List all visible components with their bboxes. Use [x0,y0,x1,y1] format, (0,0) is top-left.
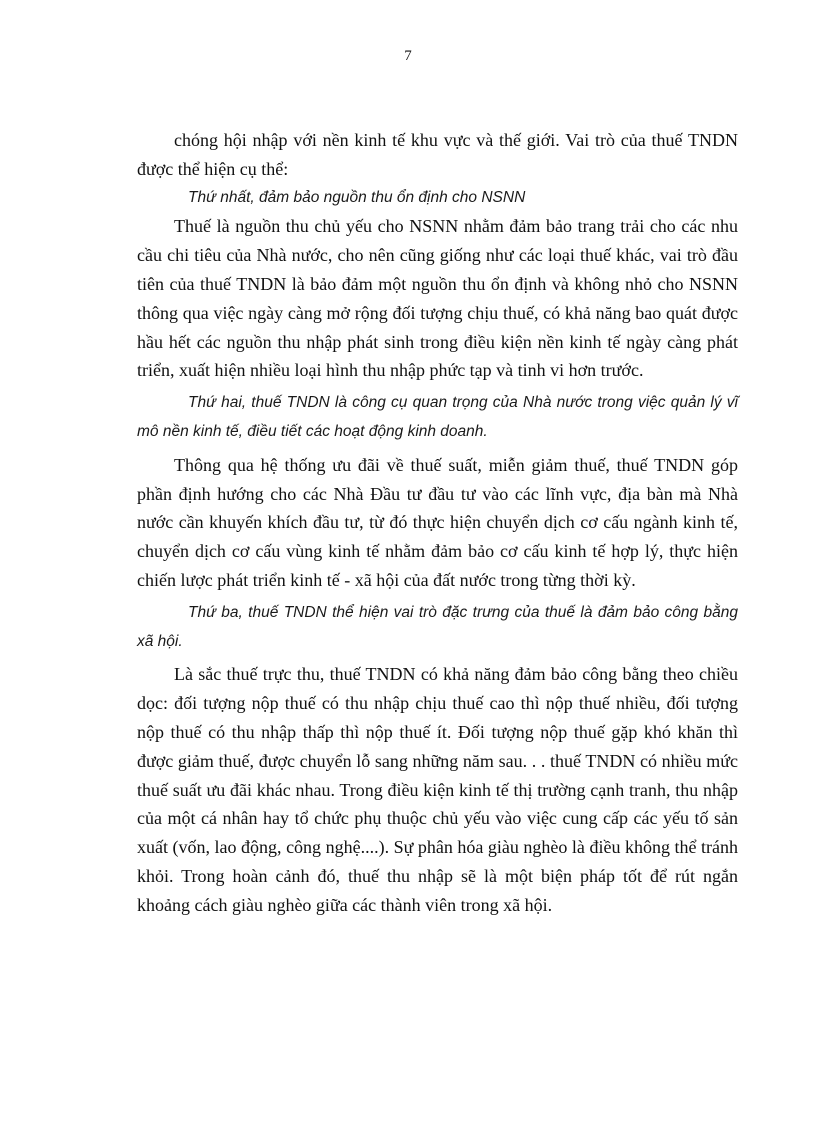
paragraph-second-role: Thông qua hệ thống ưu đãi về thuế suất, miễn giảm thuế, thuế TNDN góp phần định hướng cho các Nhà Đầu tư đầu tư vào các lĩnh vực, địa bàn mà Nhà nước cần khuyến khích đầu tư, từ đó thực hiện chuyển dịch cơ cấu ngành kinh tế, chuyển dịch cơ cấu vùng kinh tế nhằm đảm bảo cơ cấu kinh tế hợp lý, thực hiện chiến lược phát triển kinh tế - xã hội của đất nước trong từng thời kỳ. [137,454,738,590]
heading-second-role: Thứ hai, thuế TNDN là công cụ quan trọng của Nhà nước trong việc quản lý vĩ mô nền kinh tế, điều tiết các hoạt động kinh doanh. [137,394,738,440]
page-number: 7 [404,48,412,64]
paragraph-intro: chóng hội nhập với nền kinh tế khu vực và thế giới. Vai trò của thuế TNDN được thể hiện cụ thể: [137,130,738,179]
document-body [137,126,738,920]
paragraph-third-role: Là sắc thuế trực thu, thuế TNDN có khả năng đảm bảo công bằng theo chiều dọc: đối tượng nộp thuế có thu nhập chịu thuế cao thì nộp thuế nhiều, đối tượng nộp thuế có thu nhập thấp thì nộp thuế ít. Đối tượng nộp thuế gặp khó khăn thì được giảm thuế, được chuyển lỗ sang những năm sau. . . thuế TNDN có nhiều mức thuế suất ưu đãi khác nhau. Trong điều kiện kinh tế thị trường cạnh tranh, thu nhập của một cá nhân hay tổ chức phụ thuộc chủ yếu vào việc cung cấp các yếu tố sản xuất (vốn, lao động, công nghệ....). Sự phân hóa giàu nghèo là điều không thể tránh khỏi. Trong hoàn cảnh đó, thuế thu nhập sẽ là một biện pháp tốt để rút ngắn khoảng cách giàu nghèo giữa các thành viên trong xã hội. [137,664,738,915]
paragraph-first-role: Thuế là nguồn thu chủ yếu cho NSNN nhằm đảm bảo trang trải cho các nhu cầu chi tiêu của Nhà nước, cho nên cũng giống như các loại thuế khác, vai trò đầu tiên của thuế TNDN là bảo đảm một nguồn thu ổn định và không nhỏ cho NSNN thông qua việc ngày càng mở rộng đối tượng chịu thuế, có khả năng bao quát được hầu hết các nguồn thu nhập phát sinh trong điều kiện nền kinh tế ngày càng phát triển, xuất hiện nhiều loại hình thu nhập phức tạp và tinh vi hơn trước. [137,216,738,381]
heading-first-role: Thứ nhất, đảm bảo nguồn thu ổn định cho NSNN [188,188,526,206]
heading-third-role: Thứ ba, thuế TNDN thể hiện vai trò đặc trưng của thuế là đảm bảo công bằng xã hội. [137,603,738,650]
